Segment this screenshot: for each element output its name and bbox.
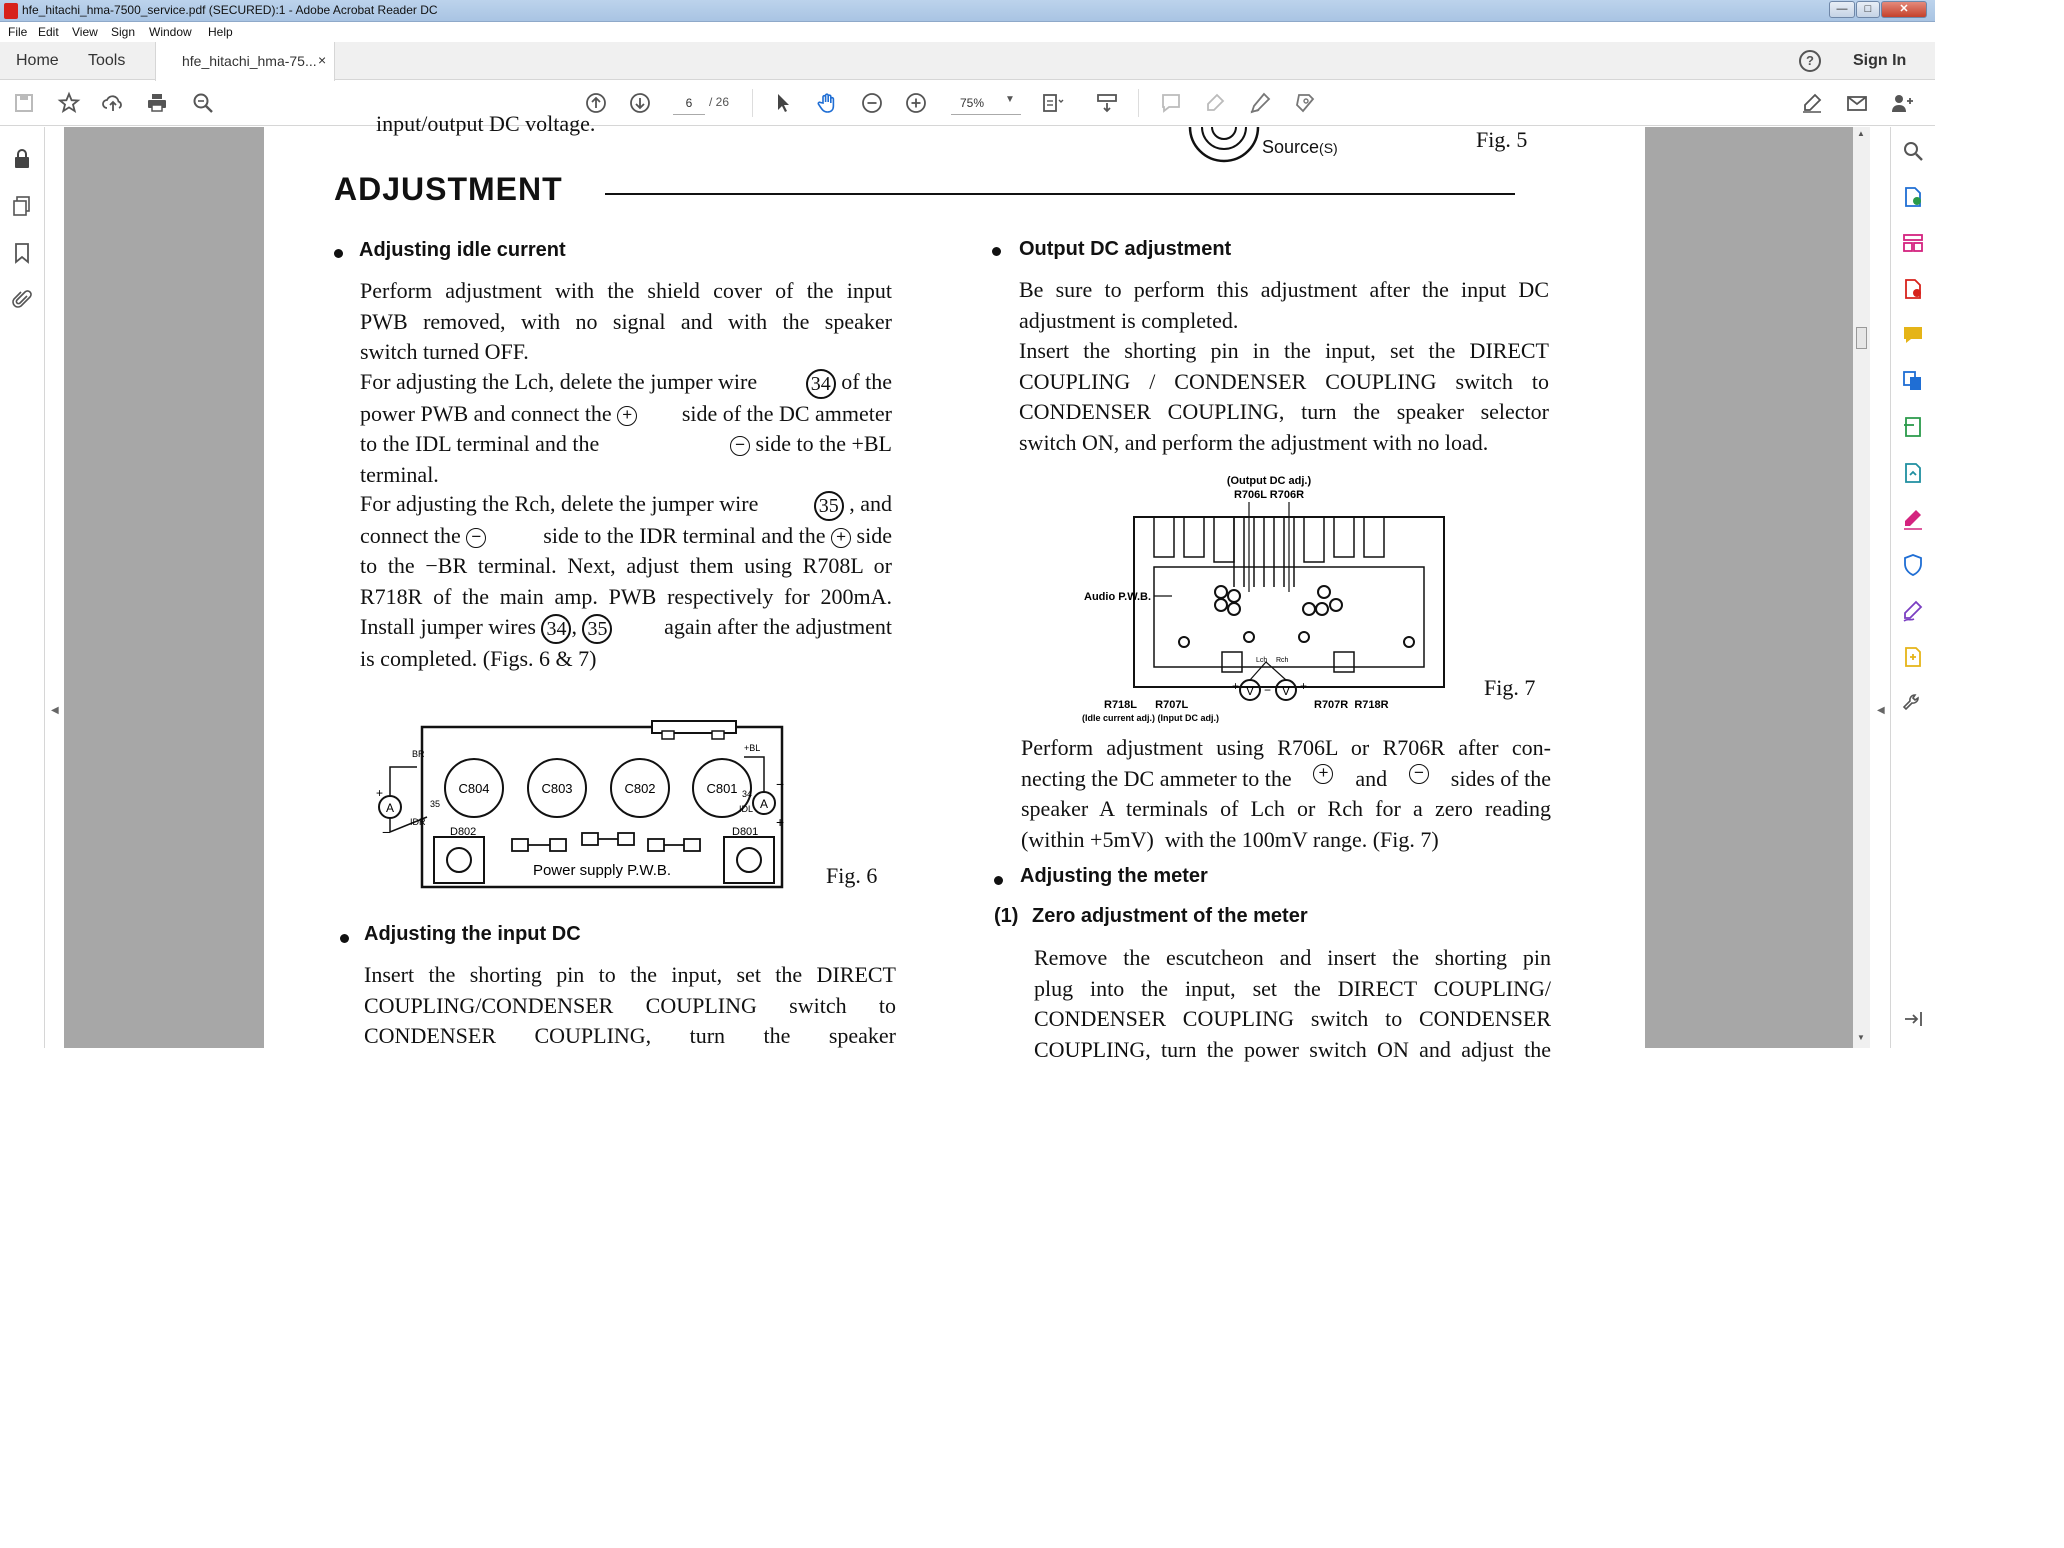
hand-icon[interactable] [815,91,839,115]
idle-paragraph-3: For adjusting the Rch, delete the jumper wire 35 , and connect the − side to the IDR terminal and the + side to the −BR terminal. Next, adjust them using R708L or R718R of the main amp. PWB respectively for 200mA. Install jumper wires 34 , 35 again after the adjustment is completed. (Figs. 6 & 7) [360,491,892,672]
window-title: hfe_hitachi_hma-7500_service.pdf (SECURED):1 - Adobe Acrobat Reader DC [22,3,438,17]
output-dc-paragraph-2: Insert the shorting pin in the input, set the DIRECT COUPLING / CONDENSER COUPLING switch to CONDENSER COUPLING, turn the speaker selector switch ON, and perform the adjustment with no load. [1019,338,1549,455]
fig7-label: Fig. 7 [1484,675,1536,700]
polarity-plus-lch: + [1232,679,1240,693]
bullet [334,249,343,258]
main-toolbar [0,81,1935,126]
minus-symbol: − [1409,764,1429,784]
terminal-idl-label: IDL [739,804,754,814]
toolbar-divider [752,89,753,117]
polarity-minus-left: − [382,824,391,840]
scroll-mode-icon[interactable] [1095,91,1119,115]
output-dc-heading: Output DC adjustment [1019,238,1232,260]
fill-sign-tool-icon[interactable] [1901,507,1925,531]
cut-off-text: input/output DC voltage. [376,111,596,136]
more-tools-icon[interactable] [1901,691,1925,715]
zero-adjust-paragraph: Remove the escutcheon and insert the shorting pin plug into the input, set the DIRECT COUPLING/ CONDENSER COUPLING switch to CONDENSER COUPLING, turn the power switch ON and adjust the [1034,945,1551,1062]
menu-view[interactable]: View [72,25,98,39]
tab-tools[interactable]: Tools [88,52,126,69]
scroll-down-icon[interactable]: ▼ [1857,1033,1865,1042]
fig7-audio-pwb-diagram [1054,472,1474,722]
lch-label: Lch [1256,657,1268,664]
fig5-transistor-graphic [1184,127,1264,172]
comment-tool-icon[interactable] [1901,323,1925,347]
tab-document-label: hfe_hitachi_hma-75... [182,53,317,69]
upload-icon[interactable] [101,91,125,115]
diode-d802-label: D802 [450,826,477,838]
chevron-left-icon[interactable]: ◀ [51,705,59,716]
menu-window[interactable]: Window [149,25,192,39]
left-navigation-pane [0,127,59,1048]
cap-c803-label: C803 [541,781,573,796]
output-dc-paragraph-1: Be sure to perform this adjustment after the input DC adjustment is completed. [1019,277,1549,333]
r706-parts-label: R706L R706R [1233,489,1305,501]
scroll-up-icon[interactable]: ▲ [1857,129,1865,138]
page-thumbnails-icon[interactable] [10,194,34,218]
search-tool-icon[interactable] [1901,139,1925,163]
output-dc-adj-note: (Output DC adj.) [1226,475,1312,487]
sign-tool-icon[interactable] [1901,599,1925,623]
highlight-icon[interactable] [1203,91,1227,115]
lock-icon[interactable] [10,147,34,171]
audio-pwb-label: Audio P.W.B. [1084,591,1152,603]
page-total: / 26 [709,95,730,109]
email-icon[interactable] [1845,91,1869,115]
tab-document[interactable] [155,42,335,81]
terminal-35-label: 35 [430,799,441,809]
title-bar [0,0,1935,22]
polarity-plus-rch: + [1300,679,1308,693]
chevron-down-icon: ▼ [1005,94,1015,105]
terminal-34-label: 34 [742,789,753,799]
idle-paragraph-1: Perform adjustment with the shield cover of the input PWB removed, with no signal and with the speaker switch turned OFF. [360,278,892,364]
cap-c801-label: C801 [706,781,738,796]
minus-symbol: − [730,436,750,456]
page-number-input[interactable] [673,91,705,115]
fig5-source-label: Source(S) [1262,137,1338,157]
document-viewport [64,111,1853,1062]
jumper-35-callout: 35 [582,614,612,644]
vertical-scrollbar[interactable] [1853,127,1870,1048]
polarity-minus-middle: − [1264,683,1272,697]
close-window-button[interactable]: ✕ [1881,1,1927,18]
print-icon[interactable] [145,91,169,115]
right-tools-pane [1877,127,1935,1048]
bookmarks-icon[interactable] [10,241,34,265]
fig5-label: Fig. 5 [1476,127,1528,152]
protect-icon[interactable] [1901,553,1925,577]
ammeter-right-symbol: A [759,797,769,811]
sign-in-button[interactable]: Sign In [1853,52,1907,69]
zoom-out-icon[interactable] [860,91,884,115]
polarity-plus-right: + [776,814,785,830]
section-title: ADJUSTMENT [334,171,563,207]
plus-symbol: + [617,406,637,426]
idle-input-adj-note: (Idle current adj.) (Input DC adj.) [1082,713,1219,723]
fig6-label: Fig. 6 [826,863,878,888]
plus-symbol: + [1313,764,1333,784]
pdf-page [264,111,1645,1062]
adjusting-meter-heading: Adjusting the meter [1020,865,1208,887]
select-arrow-icon[interactable] [771,91,795,115]
search-zoom-icon[interactable] [191,91,215,115]
attachments-icon[interactable] [10,288,34,312]
section-rule [605,193,1515,195]
acrobat-app-icon [4,3,18,19]
zoom-in-icon[interactable] [904,91,928,115]
cap-c804-label: C804 [458,781,490,796]
export-pdf-icon[interactable] [1901,185,1925,209]
stamp-icon[interactable] [1293,91,1317,115]
polarity-minus-right: − [776,776,785,792]
maximize-button[interactable]: □ [1856,1,1880,18]
polarity-plus-left: + [376,786,384,800]
power-supply-pwb-label: Power supply P.W.B. [532,862,672,879]
cap-c802-label: C802 [624,781,656,796]
menu-sign[interactable]: Sign [111,25,136,39]
help-icon[interactable]: ? [1799,50,1821,72]
chevron-left-icon[interactable]: ◀ [1877,705,1885,716]
edit-pdf-icon[interactable] [1901,415,1925,439]
plus-symbol: + [831,528,851,548]
jumper-34-callout: 34 [541,614,571,644]
tab-home[interactable]: Home [16,52,59,69]
share-tool-icon[interactable] [1901,645,1925,669]
terminal-bl-label: +BL [744,743,761,753]
share-user-icon[interactable] [1890,91,1914,115]
combine-files-icon[interactable] [1901,369,1925,393]
input-dc-paragraph: Insert the shorting pin to the input, set the DIRECT COUPLING/CONDENSER COUPLING switch to CONDENSER COUPLING, turn the speaker [364,962,896,1048]
jumper-35-callout: 35 [814,491,844,521]
fig6-power-supply-diagram [372,697,792,897]
terminal-br-label: BR [412,749,425,759]
send-for-review-icon[interactable] [1901,461,1925,485]
panel-collapse-icon[interactable] [1901,1007,1925,1031]
menu-file[interactable]: File [8,25,28,39]
zoom-select[interactable] [951,91,1021,115]
rch-label: Rch [1276,657,1289,664]
tab-close-button[interactable]: × [318,52,327,68]
menu-edit[interactable]: Edit [38,25,59,39]
diode-d801-label: D801 [732,826,759,838]
voltmeter-rch-symbol: V [1281,684,1291,698]
zoom-value: 75% [960,96,985,110]
organize-pages-icon[interactable] [1901,231,1925,255]
bullet [994,876,1003,885]
bullet [992,247,1001,256]
menu-bar [0,22,1935,42]
input-dc-heading: Adjusting the input DC [364,923,581,945]
minus-symbol: − [466,528,486,548]
zero-adjust-number: (1) [994,905,1019,927]
scrollbar-thumb[interactable] [1856,327,1867,349]
r707r-r718r-label: R707R R718R [1314,699,1389,711]
minimize-button[interactable]: — [1829,1,1855,18]
fit-page-icon[interactable] [1040,91,1064,115]
output-dc-paragraph-3: Perform adjustment using R706L or R706R after con- necting the DC ammeter to the + and − sides of the speaker A terminals of Lch or Rch for a zero reading (within +5mV) with the 100mV range. (Fig. 7) [1021,735,1551,852]
idle-paragraph-2: For adjusting the Lch, delete the jumper wire 34 of the power PWB and connect the + side of the DC ammeter to the IDL terminal and the − side to the +BL terminal. [360,369,892,487]
bullet [340,934,349,943]
bookmark-star-icon[interactable] [57,91,81,115]
tab-row [0,42,1935,80]
comment-icon[interactable] [1159,91,1183,115]
page-down-icon[interactable] [628,91,652,115]
terminal-idr-label: IDR [410,817,426,827]
r718l-r707l-label: R718L R707L [1104,699,1189,711]
jumper-34-callout: 34 [806,369,836,399]
menu-help[interactable]: Help [208,25,233,39]
idle-current-heading: Adjusting idle current [359,239,566,261]
ammeter-left-symbol: A [385,801,395,815]
create-pdf-icon[interactable] [1901,277,1925,301]
fill-sign-icon[interactable] [1800,91,1824,115]
voltmeter-lch-symbol: V [1245,684,1255,698]
draw-icon[interactable] [1248,91,1272,115]
toolbar-divider [1138,89,1139,117]
zero-adjust-heading: Zero adjustment of the meter [1032,905,1308,927]
save-icon[interactable] [12,91,36,115]
